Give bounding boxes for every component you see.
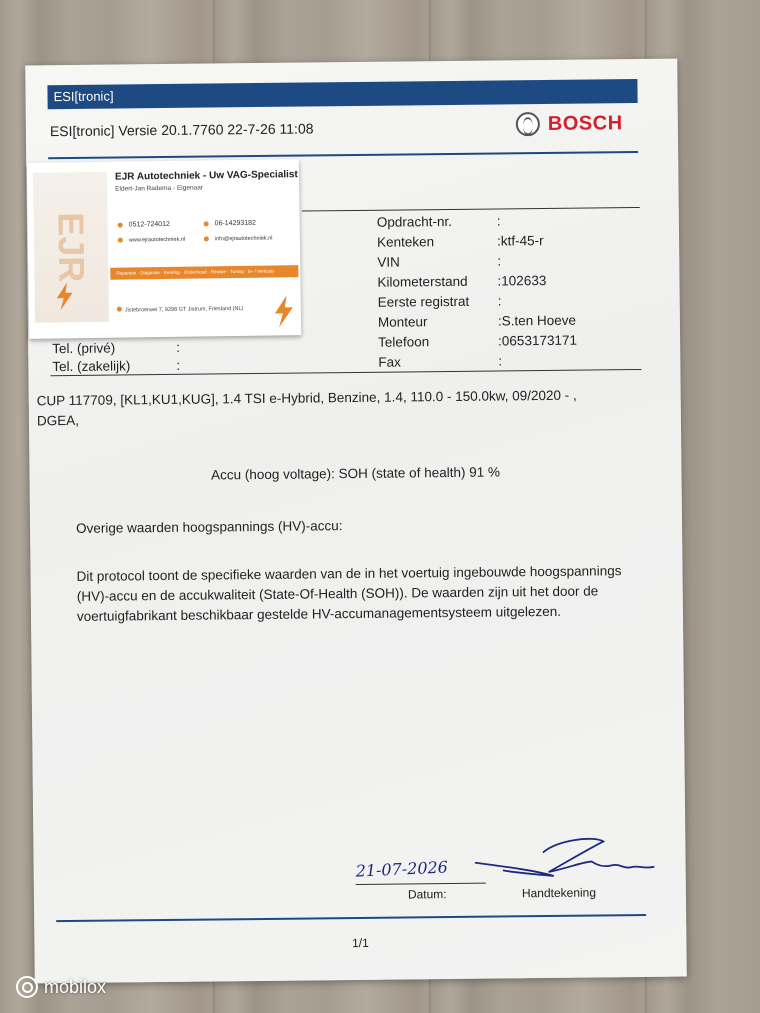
protocol-line-2: (HV)-accu en de accukwaliteit (State-Of-Health (SOH)). De waarden zijn uit het door de bbox=[76, 583, 599, 604]
card-email-text: info@ejrautotechniek.nl bbox=[214, 235, 273, 243]
field-value: :ktf-45-r bbox=[496, 233, 544, 249]
card-title: EJR Autotechniek - Uw VAG-Specialist bbox=[114, 169, 298, 183]
logo-lightning-icon bbox=[54, 282, 74, 310]
card-logo: EJR bbox=[33, 172, 109, 323]
header-bar: ESI[tronic] bbox=[47, 79, 637, 109]
mobile-icon bbox=[204, 221, 209, 226]
card-phone-1-text: 0512-724012 bbox=[128, 220, 170, 229]
card-address: Jistebroerwei 7, 9298 GT Jistrum, Friesland (NL) bbox=[124, 305, 244, 314]
card-website-text: www.ejrautotechniek.nl bbox=[128, 236, 186, 244]
field-value: :102633 bbox=[497, 272, 547, 289]
date-line bbox=[356, 883, 486, 885]
field-label: Tel. (privé) bbox=[52, 340, 116, 357]
card-phone-1 bbox=[118, 221, 170, 229]
version-line: ESI[tronic] Versie 20.1.7760 22-7-26 11:08 bbox=[49, 120, 314, 140]
mail-icon bbox=[204, 236, 209, 241]
soh-line: Accu (hoog voltage): SOH (state of health) 91 % bbox=[210, 464, 501, 483]
card-email bbox=[204, 235, 273, 242]
card-phone-2 bbox=[204, 220, 256, 228]
field-value: : bbox=[497, 293, 502, 309]
field-value: : bbox=[497, 253, 502, 269]
field-value: :0653173171 bbox=[498, 332, 578, 349]
bosch-armature-icon bbox=[516, 112, 540, 136]
field-value: : bbox=[176, 357, 181, 373]
field-value: :S.ten Hoeve bbox=[497, 312, 577, 329]
fields-top-rule bbox=[302, 207, 640, 212]
lightning-bolt-icon bbox=[273, 295, 295, 327]
field-label: VIN bbox=[377, 254, 400, 270]
field-label: Tel. (zakelijk) bbox=[52, 358, 131, 375]
phone-icon bbox=[118, 222, 123, 227]
bosch-brand-text: BOSCH bbox=[547, 111, 623, 135]
other-values-heading: Overige waarden hoogspannings (HV)-accu: bbox=[75, 518, 343, 536]
protocol-line-1: Dit protocol toont de specifieke waarden van de in het voertuig ingebouwde hoogspannings bbox=[76, 563, 622, 584]
field-label: Opdracht-nr. bbox=[376, 213, 452, 230]
business-card bbox=[27, 159, 301, 339]
field-label: Kilometerstand bbox=[377, 273, 468, 290]
fields-bottom-rule bbox=[50, 369, 641, 376]
card-phone-2-text: 06-14293182 bbox=[214, 219, 256, 228]
location-dot-icon bbox=[117, 306, 122, 311]
handwritten-date: 21-07-2026 bbox=[355, 857, 449, 881]
page-number: 1/1 bbox=[352, 935, 369, 951]
card-website bbox=[118, 237, 185, 244]
date-label: Datum: bbox=[407, 887, 447, 902]
footer-rule bbox=[56, 914, 646, 922]
vehicle-line-1: CUP 117709, [KL1,KU1,KUG], 1.4 TSI e-Hybrid, Benzine, 1.4, 110.0 - 150.0kw, 09/2020 - , bbox=[36, 387, 577, 409]
header-rule bbox=[48, 151, 638, 159]
field-label: Telefoon bbox=[378, 334, 430, 350]
card-services-bar: Reparatie · Diagnose · Keuring · Onderhoud · Revisie · Tuning · In- / Verkoop bbox=[110, 265, 298, 280]
globe-icon bbox=[118, 238, 123, 243]
signature-label: Handtekening bbox=[521, 885, 597, 901]
mobilox-watermark bbox=[16, 976, 106, 998]
field-label: Eerste registrat bbox=[377, 293, 470, 310]
handwritten-signature bbox=[473, 831, 664, 893]
field-label: Monteur bbox=[377, 314, 428, 330]
bosch-logo bbox=[516, 111, 623, 136]
mobilox-logo-icon bbox=[16, 976, 38, 998]
field-value: : bbox=[496, 213, 501, 229]
field-label: Fax bbox=[378, 354, 401, 370]
field-label: Kenteken bbox=[377, 234, 435, 250]
field-value: : bbox=[498, 353, 503, 369]
watermark-text: mobilox bbox=[44, 976, 107, 997]
vehicle-line-2: DGEA, bbox=[36, 412, 80, 429]
protocol-line-3: voertuigfabrikant beschikbaar gestelde HV-accumanagementsysteem uitgelezen. bbox=[76, 603, 562, 624]
field-value: : bbox=[176, 339, 181, 355]
card-subtitle: Eldert-Jan Radema - Eigenaar bbox=[115, 184, 203, 193]
